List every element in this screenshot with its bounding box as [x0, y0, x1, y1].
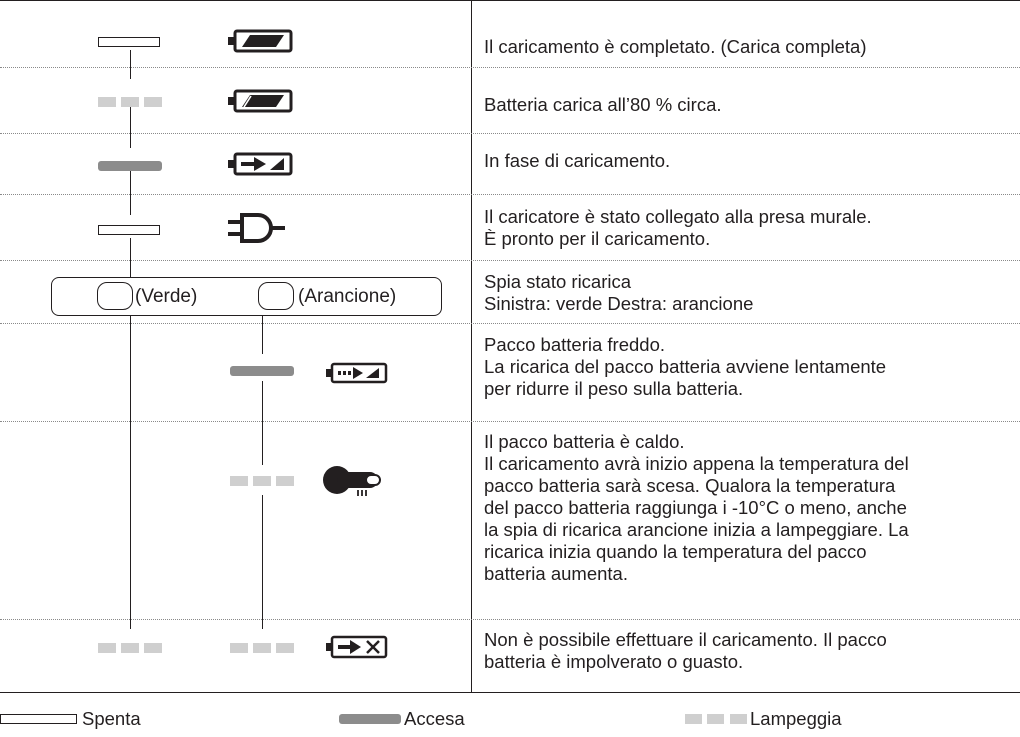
orange-lamp-line [262, 495, 263, 629]
row4-description: Il caricatore è stato collegato alla presa murale. È pronto per il caricamento. [484, 206, 872, 249]
orange-lamp [258, 282, 294, 310]
battery-error-icon [326, 635, 388, 659]
legend-on-label: Accesa [404, 708, 465, 729]
thermometer-hot-icon [322, 463, 388, 497]
row6-description: Pacco batteria freddo. La ricarica del pacco batteria avviene lentamente per ridurre il peso sulla batteria. [484, 334, 887, 399]
row2-description: Batteria carica all’80 % circa. [484, 94, 722, 115]
connector-line [130, 50, 131, 79]
row-separator [0, 260, 1020, 261]
legend-off-label: Spenta [82, 708, 141, 729]
battery-full-icon [228, 29, 294, 53]
row7-description: Il pacco batteria è caldo. Il caricamento avrà inizio appena la temperatura del pacco batteria sarà scesa. Qualora la temperatura del pacco batteria raggiunga i -10°C o meno, anche la spia di ricarica arancione inizia a lampeggiare. La ricarica inizia quando la temperatura del pacco batteria aumenta. [484, 431, 909, 584]
connector-line [130, 107, 131, 148]
battery-80-icon [228, 89, 294, 113]
battery-slow-charge-icon [326, 362, 388, 384]
lamp-blink-indicator [98, 97, 162, 107]
row5-description: Spia stato ricarica Sinistra: verde Destra: arancione [484, 271, 754, 314]
row-separator [0, 619, 1020, 620]
orange-lamp-label: (Arancione) [298, 286, 397, 307]
orange-lamp-line [262, 381, 263, 465]
lamp-blink-indicator [230, 643, 294, 653]
row8-description: Non è possibile effettuare il caricamento. Il pacco batteria è impolverato o guasto. [484, 629, 887, 672]
lamp-off-indicator [98, 37, 160, 47]
row-separator [0, 323, 1020, 324]
lamp-off-indicator [98, 225, 160, 235]
lamp-on-indicator [230, 366, 294, 376]
column-divider [471, 1, 472, 693]
plug-icon [228, 211, 290, 245]
green-lamp-line [130, 316, 131, 629]
lamp-blink-indicator [98, 643, 162, 653]
row-separator [0, 133, 1020, 134]
battery-charging-icon [228, 152, 294, 176]
charge-lamp-box [51, 277, 442, 316]
legend-blink-swatch [685, 714, 747, 724]
row-separator [0, 67, 1020, 68]
legend-off-swatch [0, 714, 77, 724]
green-lamp [97, 282, 133, 310]
row-separator [0, 194, 1020, 195]
legend-on-swatch [339, 714, 401, 724]
connector-line [130, 171, 131, 215]
lamp-blink-indicator [230, 476, 294, 486]
row3-description: In fase di caricamento. [484, 150, 671, 171]
legend-blink-label: Lampeggia [750, 708, 842, 729]
row-separator [0, 421, 1020, 422]
row1-description: Il caricamento è completato. (Carica completa) [484, 36, 867, 57]
orange-lamp-line [262, 316, 263, 354]
connector-line [130, 238, 131, 277]
green-lamp-label: (Verde) [135, 286, 198, 307]
lamp-on-indicator [98, 161, 162, 171]
